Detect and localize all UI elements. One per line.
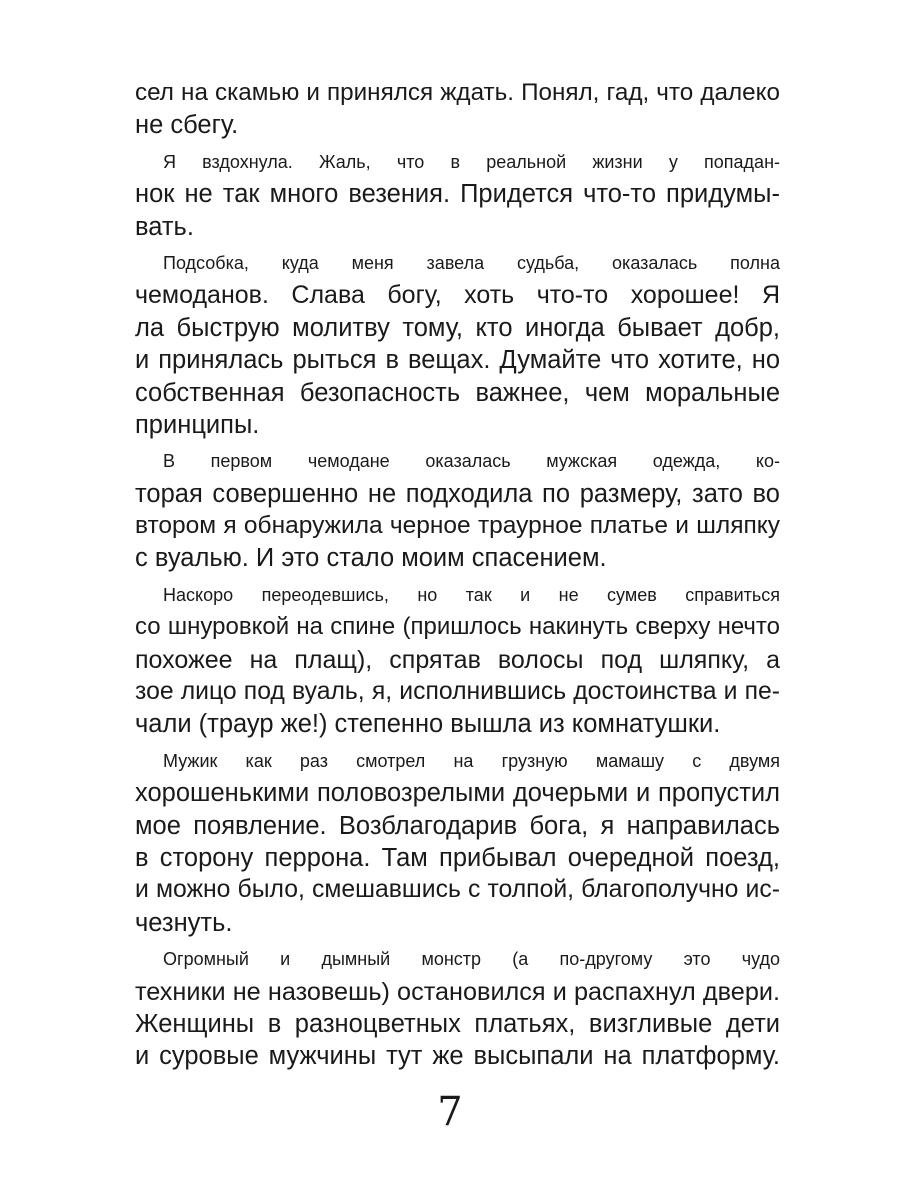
paragraph xyxy=(135,77,780,142)
paragraph xyxy=(135,579,780,741)
paragraph xyxy=(135,445,780,575)
text-line: В первом чемодане оказалась мужская одежда, ко- xyxy=(163,451,780,472)
text-line: Я вздохнула. Жаль, что в реальной жизни у попадан- xyxy=(163,151,780,172)
paragraph xyxy=(135,146,780,243)
text-line: сел на скамью и принялся ждать. Понял, гад, что далеко xyxy=(135,79,780,106)
paragraph xyxy=(135,745,780,939)
text-line: чемоданов. Слава богу, хоть что-то хорошее! Я xyxy=(135,281,780,310)
text-line: не сбегу. xyxy=(135,111,239,140)
text-line: с вуалью. И это стало моим спасением. xyxy=(135,544,607,573)
text-line: Женщины в разноцветных платьях, визгливые дети xyxy=(135,1009,780,1038)
paragraph xyxy=(135,247,780,441)
text-line: ла быструю молитву тому, кто иногда бывает добр, xyxy=(135,313,780,342)
text-line: нок не так много везения. Придется что-то придумы- xyxy=(135,180,780,209)
text-line: и можно было, смешавшись с толпой, благополучно ис- xyxy=(135,876,780,904)
text-line: в сторону перрона. Там прибывал очередной поезд, xyxy=(135,843,780,872)
text-line: и суровые мужчины тут же высыпали на платформу. xyxy=(135,1042,780,1071)
text-line: принципы. xyxy=(135,410,260,439)
text-line: мое появление. Возблагодарив бога, я направилась xyxy=(135,811,780,840)
text-line: чезнуть. xyxy=(135,908,233,937)
text-line: вать. xyxy=(135,212,194,241)
text-line: Наскоро переодевшись, но так и не сумев справиться xyxy=(163,584,780,605)
text-line: чали (траур же!) степенно вышла из комнатушки. xyxy=(135,710,721,739)
text-line: Огромный и дымный монстр (а по-другому это чудо xyxy=(163,949,780,970)
text-line: Подсобка, куда меня завела судьба, оказалась полна xyxy=(163,252,780,273)
text-line: и принялась рыться в вещах. Думайте что хотите, но xyxy=(135,346,780,375)
text-line: собственная безопасность важнее, чем моральные xyxy=(135,378,780,407)
paragraph xyxy=(135,943,780,1073)
text-line: торая совершенно не подходила по размеру, зато во xyxy=(135,479,780,508)
text-line: зое лицо под вуаль, я, исполнившись достоинства и пе- xyxy=(135,678,780,706)
page-number: 7 xyxy=(437,1089,463,1135)
text-line: похожее на плащ), спрятав волосы под шляпку, а xyxy=(135,645,780,674)
text-line: хорошенькими половозрелыми дочерьми и пропустил xyxy=(135,779,780,808)
body-text xyxy=(135,77,780,1073)
text-line: техники не назовешь) остановился и распахнул двери. xyxy=(135,977,780,1006)
text-line: Мужик как раз смотрел на грузную мамашу с двумя xyxy=(163,750,780,771)
text-line: со шнуровкой на спине (пришлось накинуть сверху нечто xyxy=(135,613,780,641)
text-line: втором я обнаружила черное траурное платье и шляпку xyxy=(135,512,780,540)
